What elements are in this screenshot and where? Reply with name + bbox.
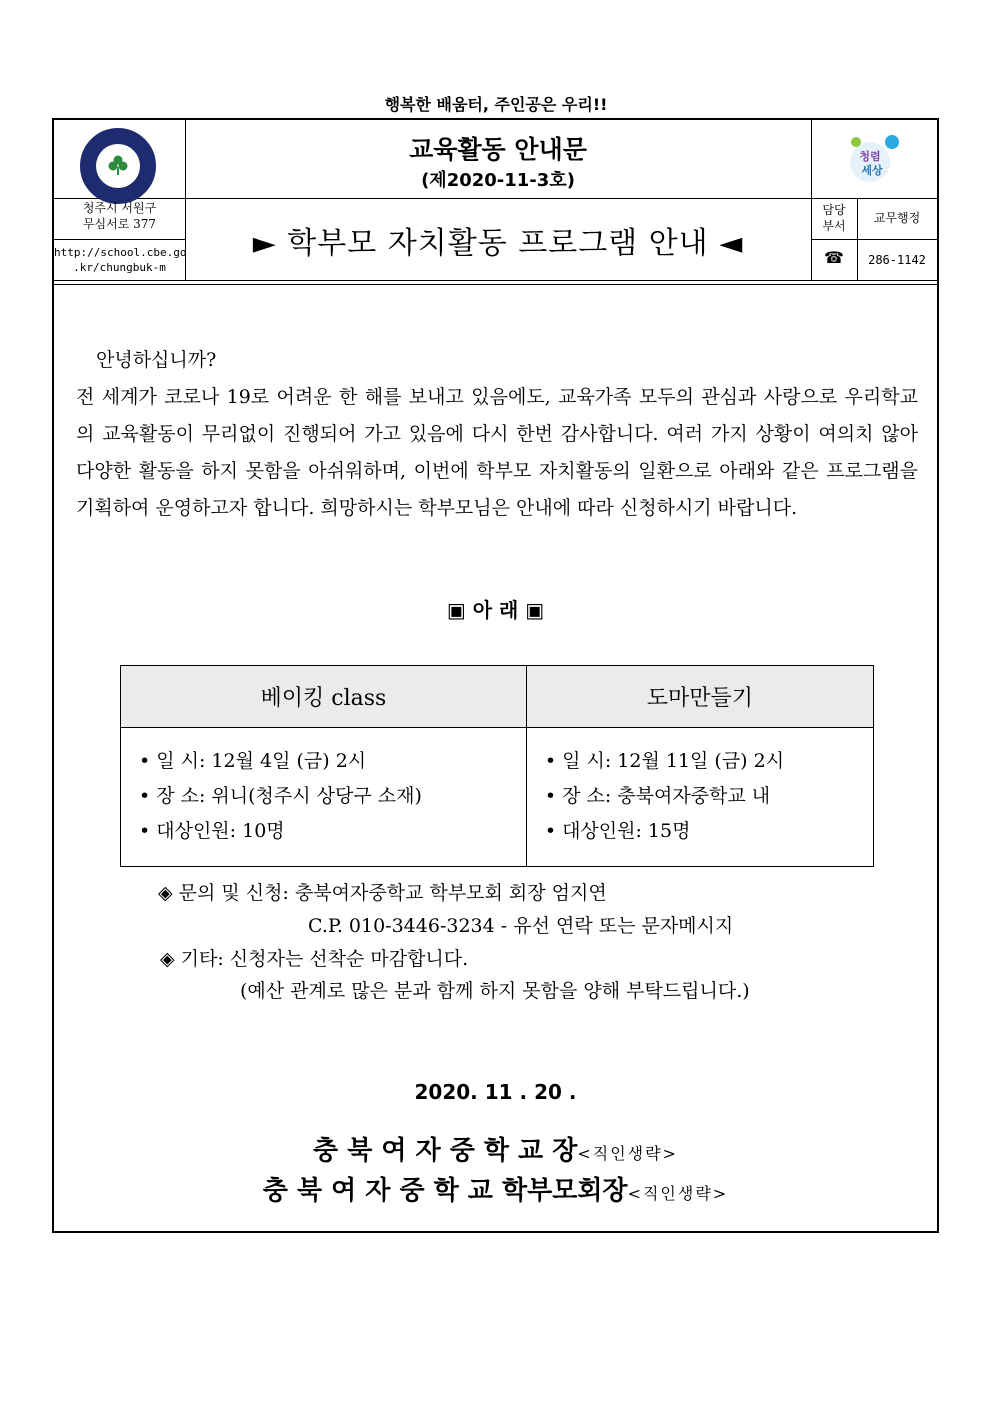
phone-number: 286-1142 — [868, 253, 926, 267]
program-detail-cutting-board — [526, 728, 873, 867]
divider — [54, 198, 937, 199]
program-capacity: • 대상인원: 10명 — [139, 820, 285, 842]
misc-note-detail: (예산 관계로 많은 분과 함께 하지 못함을 양해 부탁드립니다.) — [240, 980, 750, 1002]
divider — [54, 284, 937, 285]
notice-heading: ▣ 아 래 ▣ — [446, 598, 545, 622]
program-place: • 장 소: 충북여자중학교 내 — [544, 785, 771, 807]
seal-omitted-note: <직인생략> — [627, 1184, 729, 1203]
document-frame — [52, 118, 939, 1233]
notice-headline: ► 학부모 자치활동 프로그램 안내 ◄ — [252, 226, 744, 261]
education-office-logo — [842, 130, 906, 192]
divider — [54, 239, 185, 240]
greeting: 안녕하십니까? — [96, 349, 217, 371]
misc-note: ◈ 기타: 신청자는 선착순 마감합니다. — [160, 948, 469, 970]
notice-body — [76, 342, 918, 527]
document-title: 교육활동 안내문 — [409, 135, 587, 164]
school-url-line1: http://school.cbe.go — [54, 246, 187, 259]
program-capacity: • 대상인원: 15명 — [544, 820, 691, 842]
school-slogan: 행복한 배움터, 주인공은 우리!! — [384, 95, 608, 114]
dept-label-2: 부서 — [822, 219, 846, 233]
inquiry-contact: C.P. 010-3446-3234 - 유선 연락 또는 문자메시지 — [308, 915, 734, 937]
program-place: • 장 소: 위니(청주시 상당구 소재) — [139, 785, 422, 807]
dept-value: 교무행정 — [873, 211, 921, 225]
clover-icon — [108, 154, 128, 176]
program-table — [120, 665, 874, 867]
program-detail-baking — [121, 728, 527, 867]
notice-paragraph: 전 세계가 코로나 19로 어려운 한 해를 보내고 있음에도, 교육가족 모두의 관심과 사랑으로 우리학교의 교육활동이 무리없이 진행되어 가고 있음에 다시 한번 감사합니다. 여러 가지 상황이 여의치 않아 다양한 활동을 하지 못함을 아쉬워하며, 이번에 학부모 자치활동의 일환으로 아래와 같은 프로그램을 기획하여 운영하고자 합니다. 희망하시는 학부모님은 안내에 따라 신청하시기 바랍니다. — [76, 386, 918, 519]
document-number: (제2020-11-3호) — [421, 170, 575, 191]
school-address-line2: 무심서로 377 — [82, 217, 157, 231]
program-time: • 일 시: 12월 4일 (금) 2시 — [139, 750, 367, 772]
svg-text:청렴: 청렴 — [859, 150, 881, 163]
school-url-line2: .kr/chungbuk-m — [73, 261, 166, 274]
program-name-cutting-board: 도마만들기 — [526, 666, 873, 728]
seal-omitted-note: <직인생략> — [577, 1144, 678, 1163]
parent-association-signature: 충 북 여 자 중 학 교 학부모회장 — [262, 1176, 628, 1206]
svg-text:세상: 세상 — [861, 164, 883, 177]
program-name-baking: 베이킹 class — [121, 666, 527, 728]
school-address-line1: 청주시 서원구 — [82, 201, 157, 215]
inquiry-line: ◈ 문의 및 신청: 충북여자중학교 학부모회 회장 엄지연 — [158, 882, 607, 904]
dept-label-1: 담당 — [822, 203, 846, 217]
issue-date: 2020. 11 . 20 . — [414, 1080, 577, 1104]
school-emblem-logo — [80, 128, 156, 204]
principal-signature: 충 북 여 자 중 학 교 장 — [313, 1136, 578, 1166]
divider — [811, 239, 937, 240]
program-time: • 일 시: 12월 11일 (금) 2시 — [544, 750, 785, 772]
phone-icon: ☎ — [824, 248, 844, 267]
divider — [54, 280, 937, 281]
